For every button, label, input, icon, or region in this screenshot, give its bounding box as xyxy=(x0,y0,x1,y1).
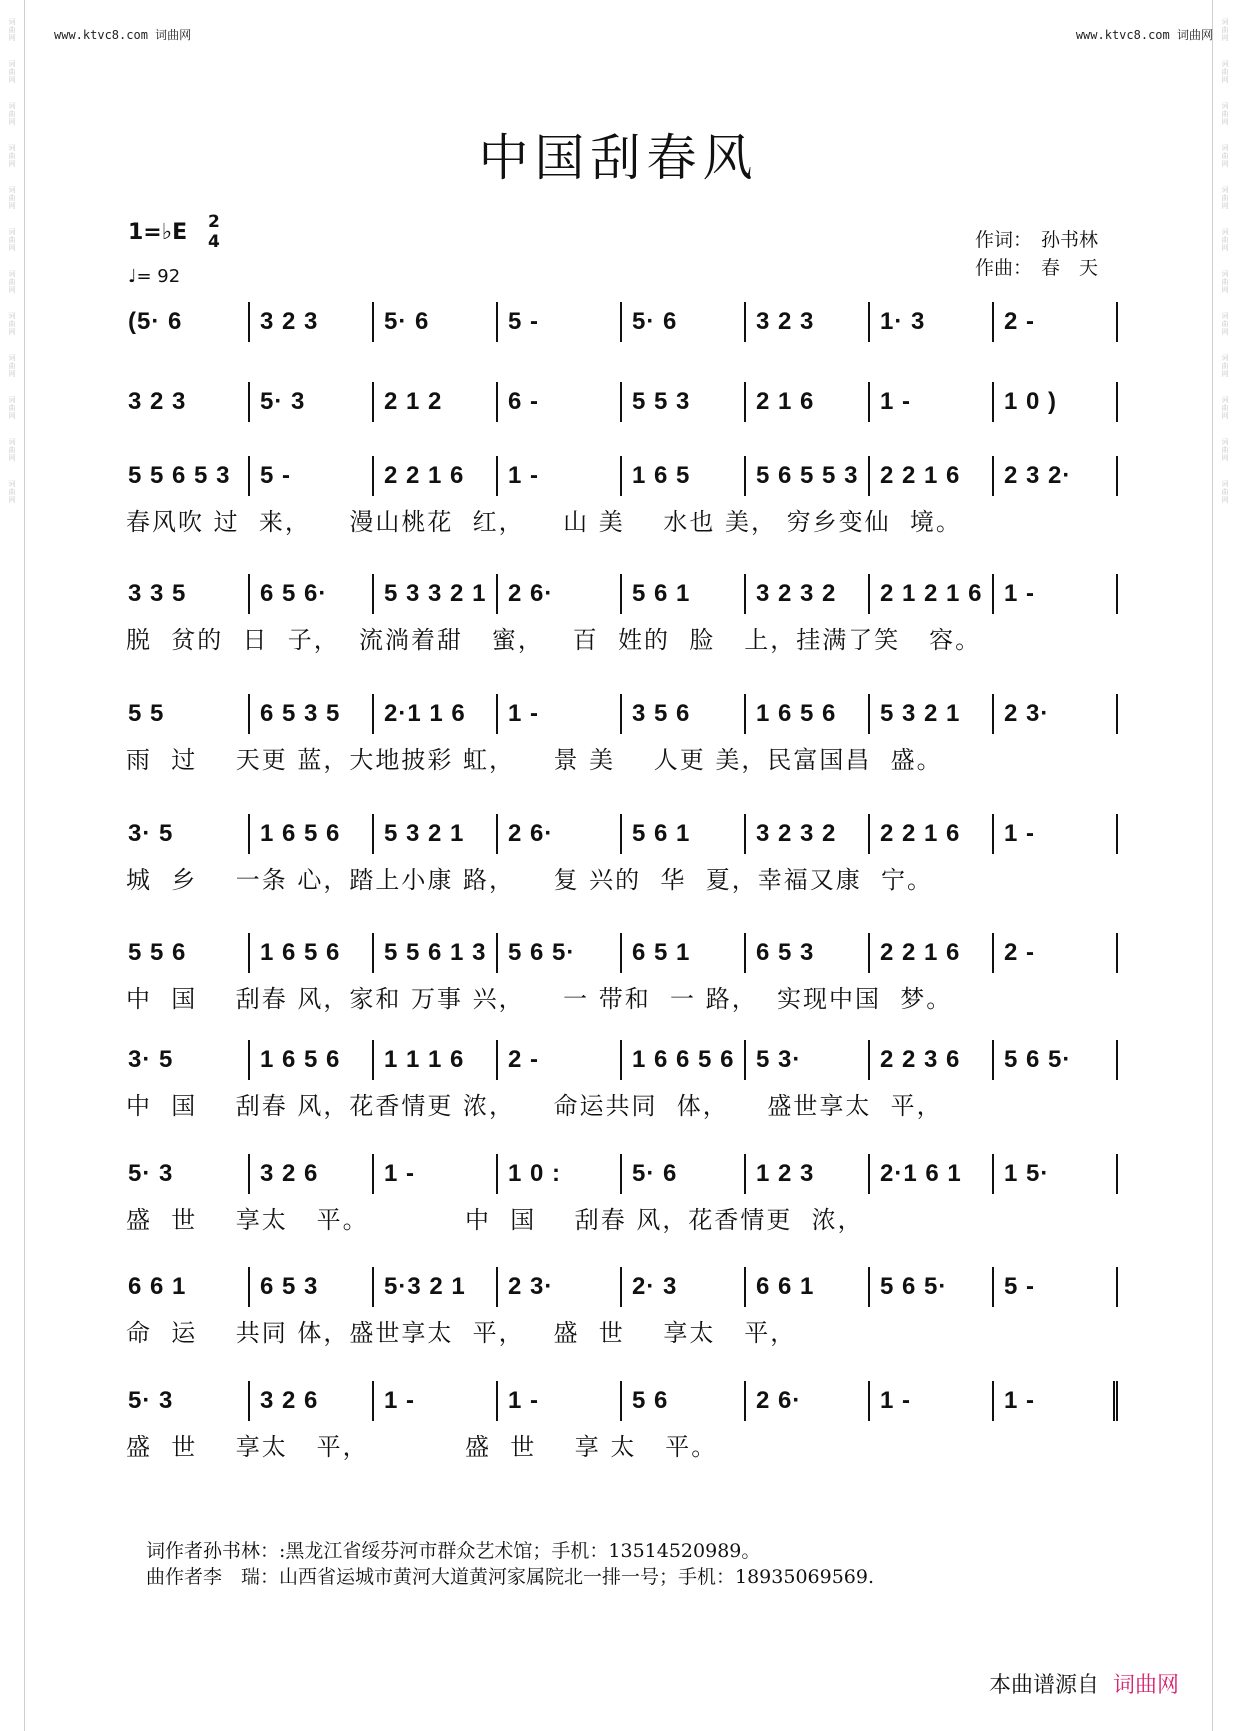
composer-contact: 曲作者李 瑞：山西省运城市黄河大道黄河家属院北一排一号；手机：18935069569. xyxy=(146,1566,875,1588)
lyrics-row: 盛 世 享太 平， 盛 世 享 太 平。 xyxy=(126,1433,718,1461)
song-title: 中国刮春风 xyxy=(478,129,759,187)
notes-row xyxy=(126,456,1120,496)
lyricist-label: 作词： xyxy=(975,229,1033,251)
measure: 5 3 3 2 1 xyxy=(374,574,498,614)
notes-row xyxy=(126,1154,1120,1194)
site-url: www.ktvc8.com xyxy=(54,28,148,42)
watermark-text: 词曲网 xyxy=(8,228,16,252)
measure: 1 2 3 xyxy=(746,1154,870,1194)
measure: 5 6 5· xyxy=(870,1267,994,1307)
measure: 5· 3 xyxy=(126,1154,250,1194)
score-system xyxy=(126,1154,1120,1274)
lyrics-row: 春风吹 过 来， 漫山桃花 红， 山 美 水也 美， 穷乡变仙 境。 xyxy=(126,508,962,536)
measure: 1 6 5 6 xyxy=(250,933,374,973)
lyricist-contact: 词作者孙书林：:黑龙江省绥芬河市群众艺术馆；手机：13514520989。 xyxy=(146,1540,761,1562)
lyrics-row: 中 国 刮春 风，家和 万事 兴， 一 带和 一 路， 实现中国 梦。 xyxy=(126,985,953,1013)
measure: 5· 6 xyxy=(374,302,498,342)
lyrics-row: 盛 世 享太 平。 中 国 刮春 风，花香情更 浓， xyxy=(126,1206,864,1234)
measure: 5· 3 xyxy=(126,1381,250,1421)
measure: 5 6 5· xyxy=(498,933,622,973)
measure: 3 2 3 xyxy=(126,382,250,422)
measure: 3 2 3 2 xyxy=(746,574,870,614)
watermark-text: 词曲网 xyxy=(8,354,16,378)
measure: 6 5 3 xyxy=(250,1267,374,1307)
source-label: 本曲谱源自 xyxy=(988,1673,1099,1698)
watermark-text: 词曲网 xyxy=(8,396,16,420)
composer-name: 春 天 xyxy=(1041,257,1099,279)
watermark-text: 词曲网 xyxy=(1221,228,1229,252)
measure: 6 6 1 xyxy=(126,1267,250,1307)
measure: 2 - xyxy=(498,1040,622,1080)
site-tag-left xyxy=(54,26,191,43)
watermark-text: 词曲网 xyxy=(8,438,16,462)
measure: 3 2 6 xyxy=(250,1381,374,1421)
notes-row xyxy=(126,574,1120,614)
watermark-text: 词曲网 xyxy=(8,102,16,126)
measure: 2 - xyxy=(994,302,1118,342)
measure: 2 3 2· xyxy=(994,456,1118,496)
lyrics-row: 中 国 刮春 风，花香情更 浓， 命运共同 体， 盛世享太 平， xyxy=(126,1092,943,1120)
measure: 5· 6 xyxy=(622,1154,746,1194)
watermark-text: 词曲网 xyxy=(1221,270,1229,294)
notes-row xyxy=(126,1267,1120,1307)
measure: 6 - xyxy=(498,382,622,422)
measure: 3 2 3 2 xyxy=(746,814,870,854)
composer-line xyxy=(975,254,1098,282)
measure: 2 - xyxy=(994,933,1118,973)
measure: 3 2 3 xyxy=(250,302,374,342)
lyricist-name: 孙书林 xyxy=(1041,229,1099,251)
measure: 2 6· xyxy=(746,1381,870,1421)
measure: 3· 5 xyxy=(126,814,250,854)
score-system xyxy=(126,1040,1120,1160)
measure: 2 2 1 6 xyxy=(870,814,994,854)
measure: 2 3· xyxy=(498,1267,622,1307)
measure: 2 3· xyxy=(994,694,1118,734)
measure: 2·1 6 1 xyxy=(870,1154,994,1194)
measure: 6 5 3 5 xyxy=(250,694,374,734)
lyrics-row: 雨 过 天更 蓝，大地披彩 虹， 景 美 人更 美，民富国昌 盛。 xyxy=(126,746,943,774)
measure: 1 - xyxy=(994,814,1118,854)
lyrics-row xyxy=(126,428,1120,458)
measure: 1 - xyxy=(870,382,994,422)
measure: 1 - xyxy=(870,1381,994,1421)
site-name: 词曲网 xyxy=(1176,28,1213,42)
notes-row xyxy=(126,302,1120,342)
measure: 5 5 xyxy=(126,694,250,734)
measure: 1 6 5 6 xyxy=(250,1040,374,1080)
notes-row xyxy=(126,382,1120,422)
time-signature xyxy=(208,212,220,252)
site-name: 词曲网 xyxy=(155,28,192,42)
measure: 5 6 1 xyxy=(622,814,746,854)
time-signature-top: 2 xyxy=(208,212,220,232)
measure: 2 2 1 6 xyxy=(374,456,498,496)
measure: 2 1 2 xyxy=(374,382,498,422)
watermark-text: 词曲网 xyxy=(8,312,16,336)
measure: 6 5 6· xyxy=(250,574,374,614)
notes-row xyxy=(126,1381,1120,1421)
measure: 1 1 1 6 xyxy=(374,1040,498,1080)
score-system xyxy=(126,1381,1120,1501)
watermark-text: 词曲网 xyxy=(1221,480,1229,504)
lyrics-row: 脱 贫的 日 子， 流淌着甜 蜜， 百 姓的 脸 上，挂满了笑 容。 xyxy=(126,626,982,654)
measure: 5 6 xyxy=(622,1381,746,1421)
measure: 5 6 5· xyxy=(994,1040,1118,1080)
measure: 1 - xyxy=(994,1381,1118,1421)
measure: 3 2 6 xyxy=(250,1154,374,1194)
measure: 5· 3 xyxy=(250,382,374,422)
measure: 5 5 6 5 3 xyxy=(126,456,250,496)
measure: 5 - xyxy=(994,1267,1118,1307)
watermark-text: 词曲网 xyxy=(8,18,16,42)
measure: 5 5 6 xyxy=(126,933,250,973)
measure: 5 - xyxy=(250,456,374,496)
score-system xyxy=(126,694,1120,814)
notes-row xyxy=(126,1040,1120,1080)
measure: 1 5· xyxy=(994,1154,1118,1194)
watermark-text: 词曲网 xyxy=(8,270,16,294)
measure: 5· 6 xyxy=(622,302,746,342)
measure: (5· 6 xyxy=(126,302,250,342)
watermark-text: 词曲网 xyxy=(8,144,16,168)
key-signature: 1=♭E xyxy=(128,220,188,245)
measure: 1 6 5 6 xyxy=(250,814,374,854)
measure: 5 6 5 5 3 xyxy=(746,456,870,496)
watermark-text: 词曲网 xyxy=(1221,354,1229,378)
measure: 5 3· xyxy=(746,1040,870,1080)
measure: 1 6 5 xyxy=(622,456,746,496)
watermark-text: 词曲网 xyxy=(8,60,16,84)
measure: 1 - xyxy=(374,1381,498,1421)
notes-row xyxy=(126,814,1120,854)
watermark-text: 词曲网 xyxy=(1221,438,1229,462)
measure: 2 2 1 6 xyxy=(870,933,994,973)
source-brand: 词曲网 xyxy=(1112,1673,1179,1698)
measure: 5·3 2 1 xyxy=(374,1267,498,1307)
measure: 6 6 1 xyxy=(746,1267,870,1307)
measure: 6 5 1 xyxy=(622,933,746,973)
score-system xyxy=(126,574,1120,694)
score-system xyxy=(126,814,1120,934)
notes-row xyxy=(126,933,1120,973)
score-system xyxy=(126,933,1120,1053)
lyrics-row xyxy=(126,348,1120,378)
watermark-text: 词曲网 xyxy=(1221,144,1229,168)
watermark-text: 词曲网 xyxy=(8,480,16,504)
lyrics-row: 命 运 共同 体，盛世享太 平， 盛 世 享太 平， xyxy=(126,1319,797,1347)
notes-row xyxy=(126,694,1120,734)
measure: 2 6· xyxy=(498,814,622,854)
measure: 5 3 2 1 xyxy=(374,814,498,854)
measure: 1 6 6 5 6 xyxy=(622,1040,746,1080)
measure: 5 3 2 1 xyxy=(870,694,994,734)
measure: 6 5 3 xyxy=(746,933,870,973)
measure: 2 1 2 1 6 xyxy=(870,574,994,614)
measure: 2· 3 xyxy=(622,1267,746,1307)
watermark-text: 词曲网 xyxy=(1221,186,1229,210)
lyrics-row: 城 乡 一条 心，踏上小康 路， 复 兴的 华 夏，幸福又康 宁。 xyxy=(126,866,933,894)
lyricist-line xyxy=(975,226,1098,254)
watermark-text: 词曲网 xyxy=(1221,60,1229,84)
measure: 1 - xyxy=(498,1381,622,1421)
watermark-text: 词曲网 xyxy=(1221,18,1229,42)
measure: 5 - xyxy=(498,302,622,342)
measure: 1 0 ) xyxy=(994,382,1118,422)
measure: 3 3 5 xyxy=(126,574,250,614)
footer-info xyxy=(146,1538,874,1590)
right-watermark-strip xyxy=(1212,0,1237,1731)
measure: 1 - xyxy=(498,456,622,496)
measure: 3· 5 xyxy=(126,1040,250,1080)
measure: 3 2 3 xyxy=(746,302,870,342)
left-watermark-strip xyxy=(0,0,25,1731)
credits xyxy=(975,226,1098,282)
measure: 2 1 6 xyxy=(746,382,870,422)
measure: 1 - xyxy=(994,574,1118,614)
measure: 1 - xyxy=(374,1154,498,1194)
watermark-text: 词曲网 xyxy=(8,186,16,210)
time-signature-bottom: 4 xyxy=(208,232,220,252)
source-credit xyxy=(989,1668,1179,1699)
measure: 1 - xyxy=(498,694,622,734)
measure: 3 5 6 xyxy=(622,694,746,734)
measure: 5 6 1 xyxy=(622,574,746,614)
measure: 2·1 1 6 xyxy=(374,694,498,734)
measure: 2 6· xyxy=(498,574,622,614)
measure: 5 5 6 1 3 xyxy=(374,933,498,973)
measure: 5 5 3 xyxy=(622,382,746,422)
tempo-marking: ♩= 92 xyxy=(128,266,181,287)
score-system xyxy=(126,456,1120,576)
site-tag-right xyxy=(1076,26,1213,43)
measure: 1 6 5 6 xyxy=(746,694,870,734)
watermark-text: 词曲网 xyxy=(1221,396,1229,420)
watermark-text: 词曲网 xyxy=(1221,102,1229,126)
measure: 1· 3 xyxy=(870,302,994,342)
composer-label: 作曲： xyxy=(975,257,1033,279)
score-system xyxy=(126,1267,1120,1387)
measure: 2 2 3 6 xyxy=(870,1040,994,1080)
site-url: www.ktvc8.com xyxy=(1075,28,1170,42)
measure: 1 0 : xyxy=(498,1154,622,1194)
watermark-text: 词曲网 xyxy=(1221,312,1229,336)
measure: 2 2 1 6 xyxy=(870,456,994,496)
